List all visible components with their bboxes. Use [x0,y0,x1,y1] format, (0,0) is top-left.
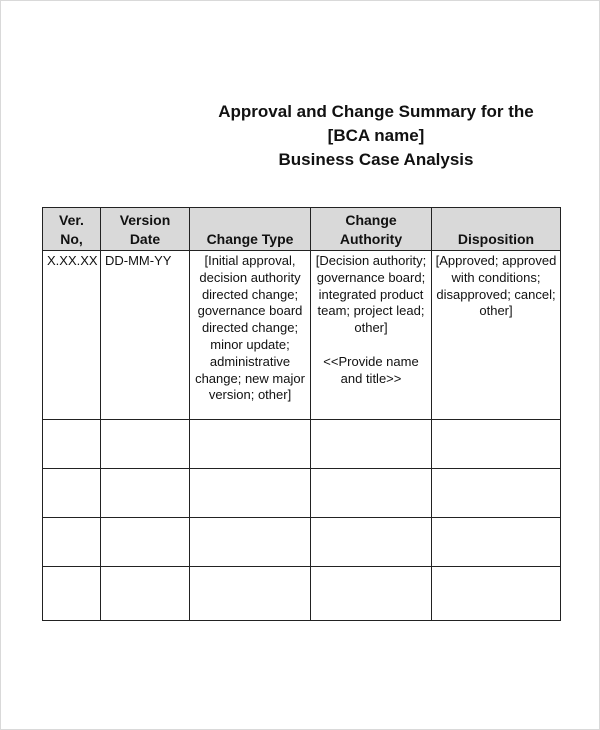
change-type-line: directed change; [201,286,299,302]
disposition-line: disapproved; cancel; [436,286,556,302]
cell-disposition[interactable] [432,251,561,420]
empty-cell[interactable] [311,469,432,518]
header-disposition [432,208,561,251]
authority-line: governance board; [316,269,426,285]
table-row [43,469,561,518]
empty-cell[interactable] [101,469,190,518]
change-type-line: directed change; [201,320,299,336]
change-type-line: version; other] [208,387,292,403]
change-type-line: [Initial approval, [204,253,296,268]
header-version-date [101,208,190,251]
table-row [43,420,561,469]
empty-cell[interactable] [432,518,561,567]
header-version-number-line-2: No, [60,231,83,247]
empty-cell[interactable] [311,420,432,469]
change-type-line: decision authority [199,269,301,285]
authority-spacer [314,337,428,354]
empty-cell[interactable] [190,469,311,518]
header-version-number-line-1: Ver. [59,212,84,228]
change-type-line: administrative [209,353,291,369]
change-type-line: change; new major [195,370,305,386]
empty-cell[interactable] [190,518,311,567]
empty-cell[interactable] [101,518,190,567]
header-change-type [190,208,311,251]
authority-note-line: <<Provide name [323,353,419,369]
empty-cell[interactable] [432,469,561,518]
empty-cell[interactable] [311,567,432,621]
empty-cell[interactable] [101,420,190,469]
header-change-type-label: Change Type [206,231,294,247]
empty-cell[interactable] [101,567,190,621]
header-version-number [43,208,101,251]
cell-version-number[interactable]: X.XX.XX [43,251,101,420]
empty-cell[interactable] [43,420,101,469]
authority-line: other] [354,320,388,336]
disposition-line: [Approved; approved [435,253,557,268]
title-line-2: [BCA name] [327,126,425,145]
empty-cell[interactable] [43,469,101,518]
cell-change-type[interactable] [190,251,311,420]
cell-version-date[interactable]: DD-MM-YY [101,251,190,420]
header-version-date-line-1: Version [119,212,171,228]
header-change-authority-line-2: Authority [339,231,403,247]
change-type-line: minor update; [210,336,290,352]
empty-cell[interactable] [43,567,101,621]
empty-cell[interactable] [432,567,561,621]
table-row [43,518,561,567]
authority-note-line: and title>> [340,370,402,386]
authority-line: [Decision authority; [315,253,427,268]
empty-cell[interactable] [190,567,311,621]
header-disposition-label: Disposition [457,231,535,247]
change-type-line: governance board [197,303,303,319]
table-header-row [43,208,561,251]
table-row [43,251,561,420]
empty-cell[interactable] [190,420,311,469]
table-row [43,567,561,621]
title-line-1: Approval and Change Summary for the [218,102,534,121]
empty-cell[interactable] [311,518,432,567]
title-line-3: Business Case Analysis [278,150,474,169]
approval-summary-table [42,207,561,621]
authority-line: integrated product [318,286,424,302]
disposition-line: with conditions; [451,269,541,285]
header-change-authority [311,208,432,251]
disposition-line: other] [479,303,513,319]
empty-cell[interactable] [432,420,561,469]
cell-change-authority[interactable] [311,251,432,420]
empty-cell[interactable] [43,518,101,567]
document-title [176,100,576,172]
header-version-date-line-2: Date [129,231,161,247]
authority-line: team; project lead; [317,303,425,319]
header-change-authority-line-1: Change [345,212,397,228]
